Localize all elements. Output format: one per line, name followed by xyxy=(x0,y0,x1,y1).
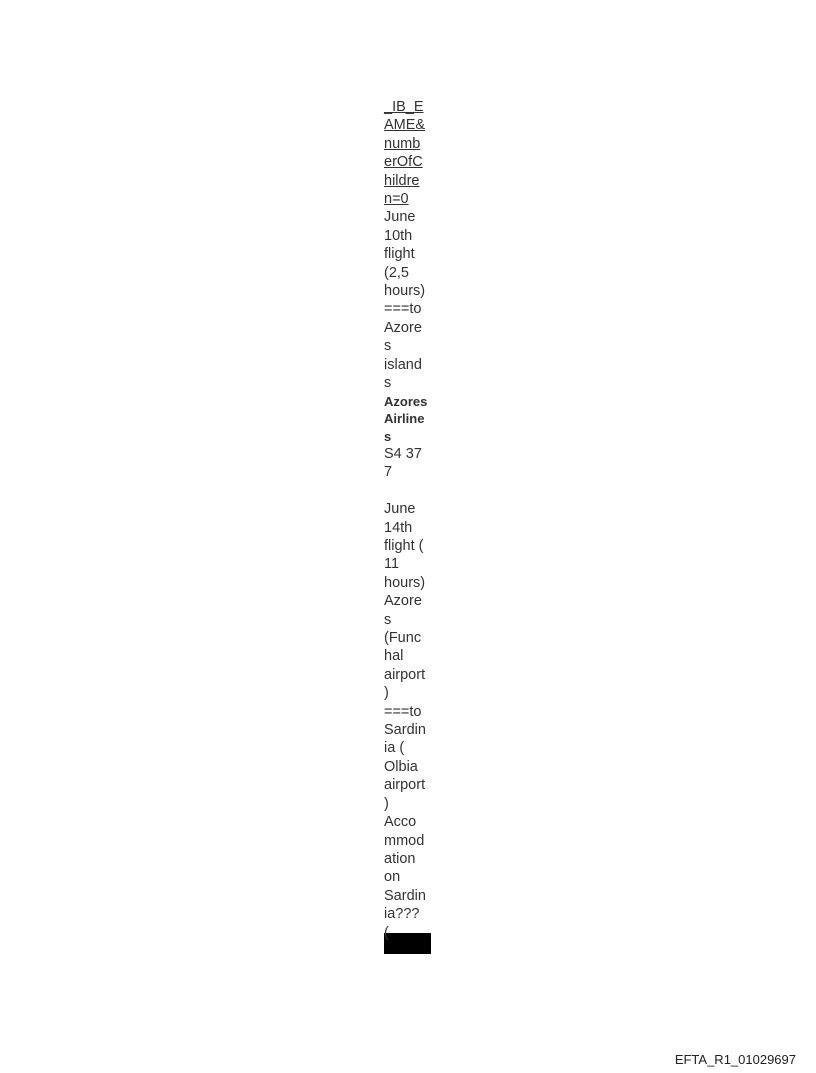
link-line[interactable]: _IB_E xyxy=(384,99,424,115)
flight-2-description xyxy=(384,500,434,813)
text-line: Sardin xyxy=(384,722,426,739)
text-line: Azore xyxy=(384,319,422,336)
text-line: (2,5 xyxy=(384,264,409,281)
text-line: flight xyxy=(384,246,415,263)
text-line: ia??? xyxy=(384,906,420,923)
text-line: S4 37 xyxy=(384,446,422,462)
text-line: mmod xyxy=(384,832,425,849)
text-line: s xyxy=(384,611,392,628)
text-line: hours) xyxy=(384,574,426,591)
text-line: ===to xyxy=(384,703,422,720)
text-line: (Func xyxy=(384,630,422,647)
link-line[interactable]: hildre xyxy=(384,172,420,189)
blank-line xyxy=(384,482,434,500)
text-line: ia ( xyxy=(384,740,405,757)
text-line: 14th xyxy=(384,519,413,536)
text-line: 7 xyxy=(384,464,393,481)
text-line: ===to xyxy=(384,301,422,318)
airline-name xyxy=(384,393,434,446)
airline-line: Airline xyxy=(384,411,425,426)
text-line: ) xyxy=(384,685,389,702)
text-line: June xyxy=(384,209,416,226)
text-line: 10th xyxy=(384,227,413,244)
accommodation-note xyxy=(384,813,434,942)
airline-line: s xyxy=(384,428,392,444)
flight-1-description xyxy=(384,208,434,392)
text-line: island xyxy=(384,356,422,373)
url-fragment[interactable] xyxy=(384,98,434,208)
text-line: Sardin xyxy=(384,887,426,904)
text-line: Olbia xyxy=(384,758,418,775)
text-line: ation xyxy=(384,850,416,867)
text-line: Azore xyxy=(384,593,422,610)
text-line: ) xyxy=(384,795,389,812)
link-line[interactable]: AME& xyxy=(384,117,426,134)
link-line[interactable]: erOfC xyxy=(384,154,423,171)
link-line[interactable]: n=0 xyxy=(384,191,409,208)
text-line: airport xyxy=(384,777,426,794)
redaction-box xyxy=(384,933,431,954)
text-line: ( xyxy=(384,924,389,941)
flight-number xyxy=(384,445,434,482)
text-line: hours) xyxy=(384,283,426,300)
link-line[interactable]: numb xyxy=(384,135,421,152)
text-line: flight ( xyxy=(384,538,424,555)
document-id: EFTA_R1_01029697 xyxy=(674,1052,796,1067)
text-line: s xyxy=(384,375,392,392)
text-line: 11 xyxy=(384,556,400,573)
airline-line: Azores xyxy=(384,393,428,409)
text-line: s xyxy=(384,338,392,355)
text-line: hal xyxy=(384,648,404,665)
text-column xyxy=(384,98,434,954)
text-line: on xyxy=(384,869,401,886)
text-line: airport xyxy=(384,666,426,683)
text-line: June xyxy=(384,501,416,518)
text-line: Acco xyxy=(384,814,417,831)
